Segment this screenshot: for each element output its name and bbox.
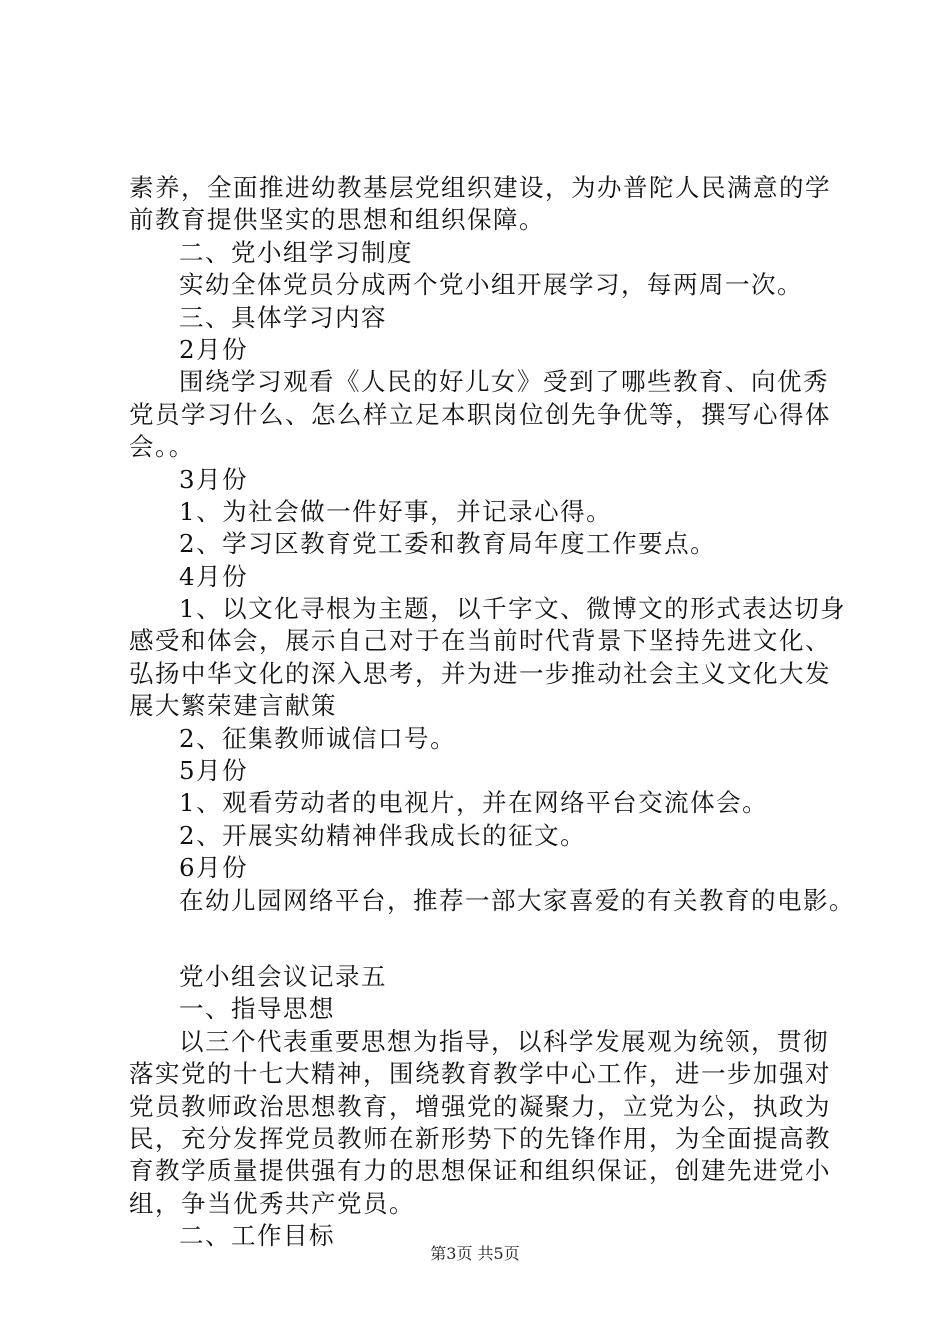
text-line: 党员教师政治思想教育，增强党的凝聚力，立党为公，执政为 xyxy=(129,1091,831,1121)
text-line: 2月份 xyxy=(179,334,249,364)
text-line: 6月份 xyxy=(179,853,249,883)
text-line: 在幼儿园网络平台，推荐一部大家喜爱的有关教育的电影。 xyxy=(179,885,855,915)
text-line: 组，争当优秀共产党员。 xyxy=(129,1188,415,1218)
text-line: 2、征集教师诚信口号。 xyxy=(179,723,457,753)
text-line: 育教学质量提供强有力的思想保证和组织保证，创建先进党小 xyxy=(129,1156,831,1186)
text-line: 弘扬中华文化的深入思考，并为进一步推动社会主义文化大发 xyxy=(129,658,831,688)
text-line: 实幼全体党员分成两个党小组开展学习，每两周一次。 xyxy=(179,270,803,300)
text-line: 2、学习区教育党工委和教育局年度工作要点。 xyxy=(179,529,717,559)
section-study-plan xyxy=(129,172,854,917)
text-line: 展大繁荣建言献策 xyxy=(129,691,337,721)
text-line: 1、为社会做一件好事，并记录心得。 xyxy=(179,496,613,526)
text-line: 3月份 xyxy=(179,464,249,494)
document-body xyxy=(129,172,854,1253)
text-line: 1、以文化寻根为主题，以千字文、微博文的形式表达切身 xyxy=(179,594,847,624)
text-line: 感受和体会，展示自己对于在当前时代背景下坚持先进文化、 xyxy=(129,626,831,656)
text-line: 5月份 xyxy=(179,756,249,786)
page-footer xyxy=(0,1244,950,1264)
text-line: 党员学习什么、怎么样立足本职岗位创先争优等，撰写心得体 xyxy=(129,399,831,429)
text-line: 一、指导思想 xyxy=(179,994,335,1024)
text-line: 前教育提供坚实的思想和组织保障。 xyxy=(129,205,545,235)
text-line: 1、观看劳动者的电视片，并在网络平台交流体会。 xyxy=(179,788,769,818)
page-number-label: 第3页 共5页 xyxy=(430,1244,520,1263)
text-line: 落实党的十七大精神，围绕教育教学中心工作，进一步加强对 xyxy=(129,1059,831,1089)
text-line: 以三个代表重要思想为指导，以科学发展观为统领，贯彻 xyxy=(179,1026,829,1056)
text-line: 民，充分发挥党员教师在新形势下的先锋作用，为全面提高教 xyxy=(129,1123,831,1153)
text-line: 素养，全面推进幼教基层党组织建设，为办普陀人民满意的学 xyxy=(129,173,831,202)
text-line: 二、党小组学习制度 xyxy=(179,237,413,267)
text-line: 围绕学习观看《人民的好儿女》受到了哪些教育、向优秀 xyxy=(179,367,829,397)
text-line: 党小组会议记录五 xyxy=(179,961,387,991)
section-meeting-record-five xyxy=(129,961,854,1253)
text-line: 二、工作目标 xyxy=(179,1221,335,1251)
text-line: 4月份 xyxy=(179,561,249,591)
text-line: 2、开展实幼精神伴我成长的征文。 xyxy=(179,820,587,850)
text-line: 会。。 xyxy=(129,432,195,462)
text-line: 三、具体学习内容 xyxy=(179,302,387,332)
paragraph-gap xyxy=(129,917,854,961)
